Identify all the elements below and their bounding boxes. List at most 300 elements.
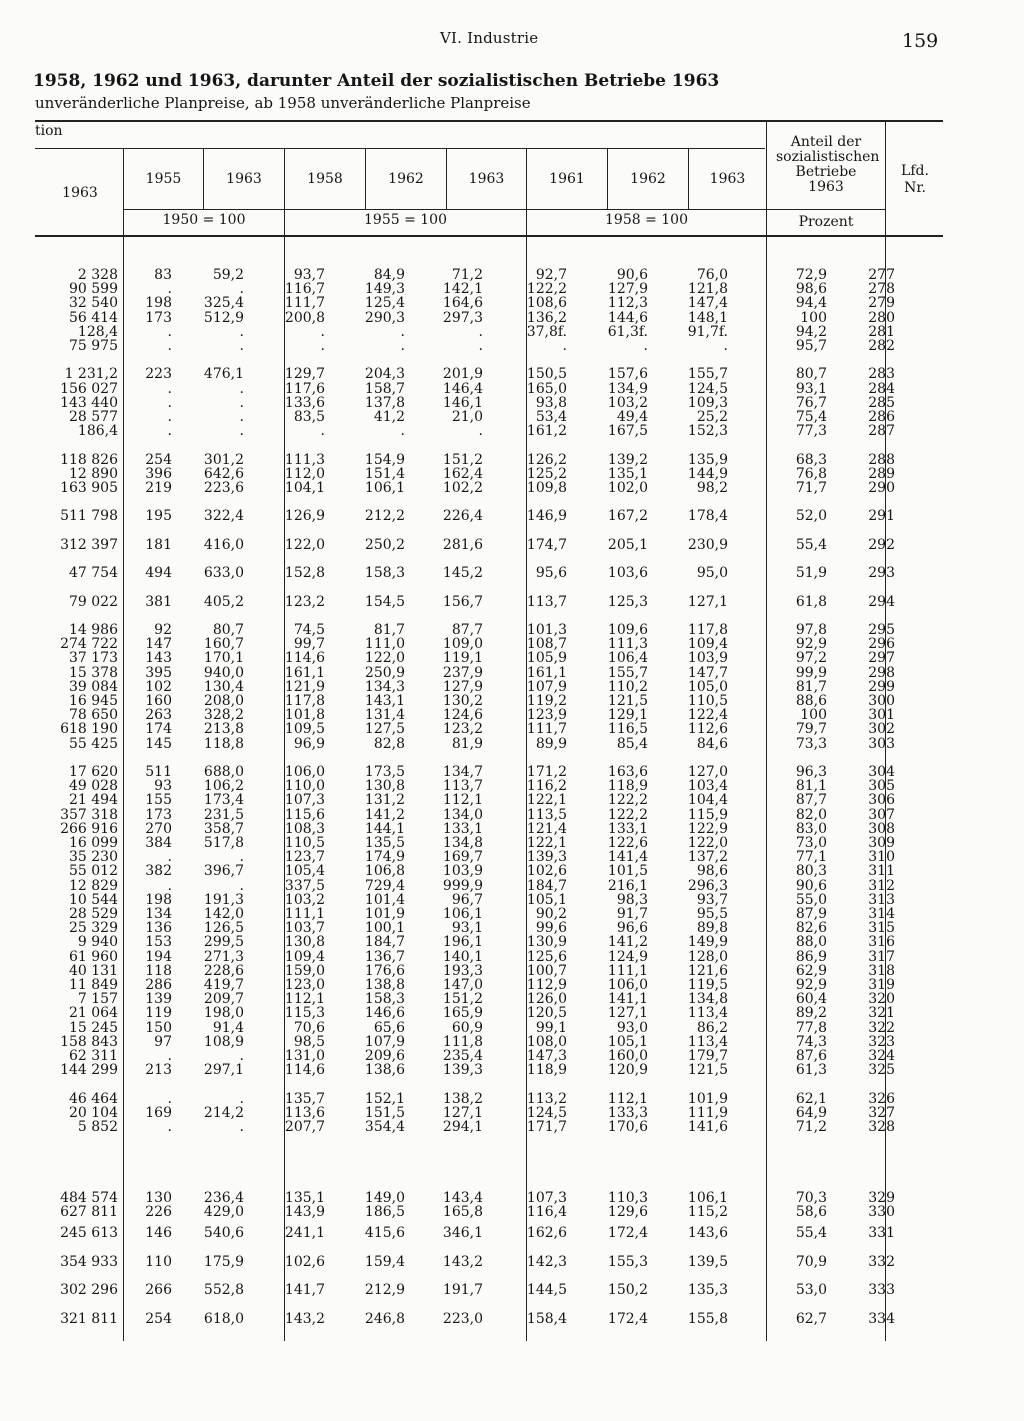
index-1963-base1958-cell: 139,5 xyxy=(687,1253,728,1270)
index-1963-base1958-cell: 296,3 xyxy=(687,877,728,894)
row-number-cell: 319 xyxy=(868,977,895,994)
index-1961-cell: 105,1 xyxy=(526,891,567,908)
index-1963-base1955-cell: 96,7 xyxy=(451,891,483,908)
table-row xyxy=(0,623,1024,637)
row-padding xyxy=(895,367,1024,381)
index-1963-base1958-cell: 147,4 xyxy=(687,295,728,312)
index-1963-base1955-cell: 165,8 xyxy=(442,1204,483,1221)
index-1961-cell: 53,4 xyxy=(535,409,567,426)
index-1962-cell: 101,9 xyxy=(364,906,405,923)
index-1961-cell: 112,9 xyxy=(526,977,567,994)
stub-header: tion xyxy=(35,123,63,139)
index-1963-base1950-cell: 173,4 xyxy=(203,792,244,809)
row-padding xyxy=(895,1276,1024,1304)
index-1963-base1950-cell: 214,2 xyxy=(203,1104,244,1121)
table-row xyxy=(0,893,1024,907)
row-number-cell: 312 xyxy=(868,877,895,894)
index-1963-base1955-cell: 113,7 xyxy=(442,778,483,795)
value-1963-cell: 302 296 xyxy=(60,1282,118,1299)
index-1962-cell: 415,6 xyxy=(364,1225,405,1242)
index-1962-base1958-cell: 118,9 xyxy=(607,778,648,795)
row-padding xyxy=(895,467,1024,481)
row-padding xyxy=(895,509,1024,523)
index-1961-cell: 165,0 xyxy=(526,380,567,397)
index-1963-base1958-cell: 84,6 xyxy=(696,735,728,752)
index-1958-cell: 111,3 xyxy=(284,451,325,468)
socialist-share-cell: 77,3 xyxy=(795,423,827,440)
row-padding xyxy=(895,765,1024,779)
index-1963-base1950-cell: 419,7 xyxy=(203,977,244,994)
index-1961-cell: 130,9 xyxy=(526,934,567,951)
row-padding xyxy=(895,481,1024,495)
index-1958-cell: 161,1 xyxy=(284,664,325,681)
row-padding xyxy=(895,822,1024,836)
index-1958-cell: 123,0 xyxy=(284,977,325,994)
value-1963-cell: 354 933 xyxy=(60,1253,118,1270)
socialist-share-cell: 86,9 xyxy=(795,948,827,965)
socialist-share-cell: 99,9 xyxy=(795,664,827,681)
index-1963-base1955-cell: 60,9 xyxy=(451,1019,483,1036)
index-1962-cell: 41,2 xyxy=(373,409,405,426)
index-1958-cell: 135,1 xyxy=(284,1190,325,1206)
row-number-cell: 325 xyxy=(868,1062,895,1079)
index-1958-cell: 131,0 xyxy=(284,1048,325,1065)
row-padding xyxy=(895,850,1024,864)
row-padding xyxy=(895,793,1024,807)
index-1962-cell: 106,1 xyxy=(364,480,405,497)
table-row xyxy=(0,992,1024,1006)
value-1963-cell: 56 414 xyxy=(69,309,118,326)
index-1963-base1950-cell: 160,7 xyxy=(203,636,244,653)
value-1963-cell: 143 440 xyxy=(60,394,118,411)
index-1958-cell: 83,5 xyxy=(293,409,325,426)
row-number-cell: 326 xyxy=(868,1090,895,1107)
index-1955-cell: 173 xyxy=(145,309,172,326)
year-header: 1958 xyxy=(307,171,343,187)
row-number-cell: 283 xyxy=(868,366,895,383)
row-padding xyxy=(895,396,1024,410)
value-1963-cell: 156 027 xyxy=(60,380,118,397)
row-padding xyxy=(895,935,1024,949)
index-1963-base1958-cell: 89,8 xyxy=(696,920,728,937)
socialist-share-cell: 53,0 xyxy=(795,1282,827,1299)
index-1963-base1950-cell: 126,5 xyxy=(203,920,244,937)
row-number-cell: 287 xyxy=(868,423,895,440)
row-number-cell: 286 xyxy=(868,409,895,426)
index-1962-base1958-cell: 96,6 xyxy=(616,920,648,937)
index-1963-base1958-cell: 178,4 xyxy=(687,508,728,525)
index-1963-base1958-cell: 109,4 xyxy=(687,636,728,653)
index-1963-base1950-cell: 328,2 xyxy=(203,707,244,724)
row-number-cell: 301 xyxy=(868,707,895,724)
row-number-cell: 329 xyxy=(868,1190,895,1206)
index-1963-base1958-cell: 25,2 xyxy=(696,409,728,426)
value-1963-cell: 511 798 xyxy=(60,508,118,525)
row-number-cell: 289 xyxy=(868,465,895,482)
index-1961-cell: 147,3 xyxy=(526,1048,567,1065)
socialist-share-cell: 73,3 xyxy=(795,735,827,752)
value-1963-cell: 618 190 xyxy=(60,721,118,738)
table-row xyxy=(0,1276,1024,1304)
row-number-cell: 300 xyxy=(868,692,895,709)
index-1962-base1958-cell: 155,7 xyxy=(607,664,648,681)
index-1955-cell: 153 xyxy=(145,934,172,951)
index-1962-cell: 354,4 xyxy=(364,1119,405,1136)
value-1963-cell: 5 852 xyxy=(77,1119,118,1136)
table-row xyxy=(0,666,1024,680)
socialist-share-cell: 93,1 xyxy=(795,380,827,397)
page-number: 159 xyxy=(902,30,939,52)
index-1963-base1958-cell: 147,7 xyxy=(687,664,728,681)
index-1961-cell: 105,9 xyxy=(526,650,567,667)
value-1963-cell: 321 811 xyxy=(60,1310,118,1327)
row-number-cell: 332 xyxy=(868,1253,895,1270)
index-1958-cell: 123,2 xyxy=(284,593,325,610)
socialist-share-cell: 90,6 xyxy=(795,877,827,894)
index-1962-cell: 111,0 xyxy=(364,636,405,653)
index-1961-cell: 184,7 xyxy=(526,877,567,894)
index-1963-base1958-cell: 122,9 xyxy=(687,820,728,837)
index-1955-cell: 134 xyxy=(145,906,172,923)
index-1958-cell: 70,6 xyxy=(293,1019,325,1036)
value-1963-cell: 75 975 xyxy=(69,338,118,355)
index-1962-base1958-cell: 170,6 xyxy=(607,1119,648,1136)
index-1963-base1955-cell: 139,3 xyxy=(442,1062,483,1079)
index-1962-cell: . xyxy=(400,323,405,340)
index-1963-base1958-cell: 121,6 xyxy=(687,962,728,979)
index-1962-cell: 204,3 xyxy=(364,366,405,383)
index-1961-cell: 108,7 xyxy=(526,636,567,653)
row-number-cell: 299 xyxy=(868,678,895,695)
index-1961-cell: 113,7 xyxy=(526,593,567,610)
table-row xyxy=(0,921,1024,935)
index-1963-base1958-cell: 230,9 xyxy=(687,536,728,553)
row-padding xyxy=(895,424,1024,438)
row-number-cell: 307 xyxy=(868,806,895,823)
socialist-share-cell: 58,6 xyxy=(795,1204,827,1221)
row-number-cell: 314 xyxy=(868,906,895,923)
value-1963-cell: 79 022 xyxy=(69,593,118,610)
index-1962-cell: 137,8 xyxy=(364,394,405,411)
index-1961-cell: 122,1 xyxy=(526,835,567,851)
index-1962-base1958-cell: 122,6 xyxy=(607,835,648,851)
index-1962-cell: 176,6 xyxy=(364,962,405,979)
index-1963-base1950-cell: . xyxy=(239,1090,244,1107)
value-1963-cell: 90 599 xyxy=(69,281,118,298)
index-1955-cell: 102 xyxy=(145,678,172,695)
table-row xyxy=(0,1092,1024,1106)
index-1962-cell: 158,3 xyxy=(364,565,405,582)
table-row xyxy=(0,879,1024,893)
row-padding xyxy=(895,538,1024,552)
value-1963-cell: 21 064 xyxy=(69,1005,118,1022)
index-1958-cell: 133,6 xyxy=(284,394,325,411)
row-number-cell: 316 xyxy=(868,934,895,951)
table-row xyxy=(0,509,1024,523)
table-row xyxy=(0,467,1024,481)
row-padding xyxy=(895,1120,1024,1134)
index-1963-base1958-cell: 155,8 xyxy=(687,1310,728,1327)
index-1962-base1958-cell: 105,1 xyxy=(607,1033,648,1050)
socialist-share-cell: 88,6 xyxy=(795,692,827,709)
index-1962-base1958-cell: 172,4 xyxy=(607,1225,648,1242)
index-1963-base1955-cell: 109,0 xyxy=(442,636,483,653)
row-number-cell: 330 xyxy=(868,1204,895,1221)
index-1962-base1958-cell: 134,9 xyxy=(607,380,648,397)
index-1955-cell: . xyxy=(167,409,172,426)
row-padding xyxy=(895,1305,1024,1333)
index-1961-cell: . xyxy=(562,338,567,355)
value-1963-cell: 61 960 xyxy=(69,948,118,965)
row-number-cell: 288 xyxy=(868,451,895,468)
index-1963-base1955-cell: 123,2 xyxy=(442,721,483,738)
index-1963-base1955-cell: . xyxy=(478,338,483,355)
row-spacer xyxy=(0,1077,1024,1091)
index-1962-base1958-cell: 111,1 xyxy=(607,962,648,979)
index-1963-base1955-cell: 134,0 xyxy=(442,806,483,823)
index-1963-base1958-cell: 121,8 xyxy=(687,281,728,298)
index-1963-base1955-cell: 93,1 xyxy=(451,920,483,937)
index-1963-base1950-cell: . xyxy=(239,1048,244,1065)
socialist-share-cell: 82,0 xyxy=(795,806,827,823)
index-1963-base1955-cell: 147,0 xyxy=(442,977,483,994)
index-1963-base1950-cell: 108,9 xyxy=(203,1033,244,1050)
index-1963-base1950-cell: 416,0 xyxy=(203,536,244,553)
index-1962-cell: 101,4 xyxy=(364,891,405,908)
socialist-share-cell: 92,9 xyxy=(795,636,827,653)
index-1963-base1955-cell: 193,3 xyxy=(442,962,483,979)
value-1963-cell: 1 231,2 xyxy=(64,366,118,383)
index-1955-cell: 198 xyxy=(145,295,172,312)
row-number-cell: 321 xyxy=(868,1005,895,1022)
table-row xyxy=(0,481,1024,495)
table-row xyxy=(0,808,1024,822)
index-1961-cell: 107,9 xyxy=(526,678,567,695)
index-1958-cell: 110,0 xyxy=(284,778,325,795)
row-number-cell: 278 xyxy=(868,281,895,298)
index-1955-cell: 382 xyxy=(145,863,172,880)
index-1958-cell: 135,7 xyxy=(284,1090,325,1107)
row-padding xyxy=(895,864,1024,878)
table-row xyxy=(0,680,1024,694)
index-1962-cell: 154,9 xyxy=(364,451,405,468)
row-padding xyxy=(895,836,1024,850)
row-number-cell: 311 xyxy=(868,863,895,880)
index-1961-cell: 121,4 xyxy=(526,820,567,837)
index-1963-base1958-cell: 101,9 xyxy=(687,1090,728,1107)
index-1962-base1958-cell: 98,3 xyxy=(616,891,648,908)
index-1963-base1955-cell: 201,9 xyxy=(442,366,483,383)
index-1963-base1950-cell: 170,1 xyxy=(203,650,244,667)
value-1963-cell: 17 620 xyxy=(69,763,118,780)
row-number-cell: 292 xyxy=(868,536,895,553)
index-1963-base1958-cell: 106,1 xyxy=(687,1190,728,1206)
index-1962-cell: 107,9 xyxy=(364,1033,405,1050)
table-row xyxy=(0,396,1024,410)
index-1963-base1950-cell: 405,2 xyxy=(203,593,244,610)
index-1961-cell: 122,1 xyxy=(526,792,567,809)
index-1963-base1950-cell: 231,5 xyxy=(203,806,244,823)
index-1963-base1958-cell: 93,7 xyxy=(696,891,728,908)
table-row xyxy=(0,978,1024,992)
index-1963-base1950-cell: 301,2 xyxy=(203,451,244,468)
socialist-share-cell: 97,2 xyxy=(795,650,827,667)
index-1963-base1955-cell: 146,1 xyxy=(442,394,483,411)
table-row xyxy=(0,296,1024,310)
index-1955-cell: 195 xyxy=(145,508,172,525)
index-1961-cell: 92,7 xyxy=(535,267,567,283)
socialist-share-cell: 62,7 xyxy=(795,1310,827,1327)
row-number-cell: 313 xyxy=(868,891,895,908)
value-1963-cell: 11 849 xyxy=(69,977,118,994)
index-1955-cell: 147 xyxy=(145,636,172,653)
index-1962-base1958-cell: 129,1 xyxy=(607,707,648,724)
socialist-share-cell: 95,7 xyxy=(795,338,827,355)
index-1961-cell: 125,2 xyxy=(526,465,567,482)
index-1958-cell: 74,5 xyxy=(293,621,325,638)
index-1963-base1958-cell: 103,4 xyxy=(687,778,728,795)
socialist-share-cell: 64,9 xyxy=(795,1104,827,1121)
index-1963-base1958-cell: 104,4 xyxy=(687,792,728,809)
index-1962-base1958-cell: 103,6 xyxy=(607,565,648,582)
index-1963-base1958-cell: 113,4 xyxy=(687,1033,728,1050)
value-1963-cell: 15 378 xyxy=(69,664,118,681)
row-spacer xyxy=(0,751,1024,765)
row-number-cell: 281 xyxy=(868,323,895,340)
table-row xyxy=(0,708,1024,722)
socialist-share-cell: 94,2 xyxy=(795,323,827,340)
index-1963-base1955-cell: 151,2 xyxy=(442,451,483,468)
value-1963-cell: 128,4 xyxy=(77,323,118,340)
index-1961-cell: 161,2 xyxy=(526,423,567,440)
index-1955-cell: . xyxy=(167,877,172,894)
index-1958-cell: 110,5 xyxy=(284,835,325,851)
value-1963-cell: 7 157 xyxy=(77,991,118,1008)
index-1955-cell: 139 xyxy=(145,991,172,1008)
row-padding xyxy=(895,666,1024,680)
index-1962-base1958-cell: 91,7 xyxy=(616,906,648,923)
index-1961-cell: 124,5 xyxy=(526,1104,567,1121)
index-1963-base1958-cell: 148,1 xyxy=(687,309,728,326)
table-row xyxy=(0,722,1024,736)
index-1961-cell: 37,8f. xyxy=(526,323,567,340)
row-padding xyxy=(895,737,1024,751)
socialist-share-cell: 71,2 xyxy=(795,1119,827,1136)
index-1955-cell: 266 xyxy=(145,1282,172,1299)
index-1962-base1958-cell: 112,3 xyxy=(607,295,648,312)
socialist-share-cell: 94,4 xyxy=(795,295,827,312)
socialist-share-cell: 62,9 xyxy=(795,962,827,979)
index-1962-cell: 138,8 xyxy=(364,977,405,994)
index-1961-cell: 150,5 xyxy=(526,366,567,383)
index-1962-cell: 131,4 xyxy=(364,707,405,724)
socialist-share-cell: 97,8 xyxy=(795,621,827,638)
index-1963-base1958-cell: 86,2 xyxy=(696,1019,728,1036)
table-row xyxy=(0,1219,1024,1247)
row-padding xyxy=(895,978,1024,992)
index-1955-cell: 174 xyxy=(145,721,172,738)
row-spacer xyxy=(0,609,1024,623)
index-1955-cell: . xyxy=(167,394,172,411)
index-1962-cell: 158,3 xyxy=(364,991,405,1008)
base-label: Prozent xyxy=(798,214,854,230)
index-1963-base1955-cell: 127,1 xyxy=(442,1104,483,1121)
index-1962-base1958-cell: 90,6 xyxy=(616,267,648,283)
index-1958-cell: 130,8 xyxy=(284,934,325,951)
index-1963-base1950-cell: 618,0 xyxy=(203,1310,244,1327)
index-1963-base1950-cell: 208,0 xyxy=(203,692,244,709)
index-1958-cell: 98,5 xyxy=(293,1033,325,1050)
row-padding xyxy=(895,325,1024,339)
index-1963-base1950-cell: 118,8 xyxy=(203,735,244,752)
index-1963-base1955-cell: 140,1 xyxy=(442,948,483,965)
index-1961-cell: 122,2 xyxy=(526,281,567,298)
index-1963-base1958-cell: 105,0 xyxy=(687,678,728,695)
index-1963-base1950-cell: 271,3 xyxy=(203,948,244,965)
table-row xyxy=(0,935,1024,949)
index-1962-base1958-cell: . xyxy=(643,338,648,355)
index-1963-base1950-cell: 517,8 xyxy=(203,835,244,851)
index-1963-base1958-cell: 113,4 xyxy=(687,1005,728,1022)
socialist-share-cell: 87,9 xyxy=(795,906,827,923)
index-1958-cell: 129,7 xyxy=(284,366,325,383)
index-1963-base1958-cell: 137,2 xyxy=(687,849,728,866)
index-1961-cell: 136,2 xyxy=(526,309,567,326)
row-spacer xyxy=(0,495,1024,509)
value-1963-cell: 186,4 xyxy=(77,423,118,440)
index-1962-cell: 136,7 xyxy=(364,948,405,965)
table-row xyxy=(0,1248,1024,1276)
index-1955-cell: . xyxy=(167,1048,172,1065)
row-padding xyxy=(895,921,1024,935)
table-row xyxy=(0,850,1024,864)
row-padding xyxy=(895,879,1024,893)
index-1962-base1958-cell: 160,0 xyxy=(607,1048,648,1065)
index-1958-cell: 126,9 xyxy=(284,508,325,525)
socialist-share-cell: 82,6 xyxy=(795,920,827,937)
index-1955-cell: . xyxy=(167,849,172,866)
socialist-share-cell: 81,7 xyxy=(795,678,827,695)
index-1963-base1958-cell: 119,5 xyxy=(687,977,728,994)
index-1962-base1958-cell: 93,0 xyxy=(616,1019,648,1036)
index-1963-base1950-cell: 476,1 xyxy=(203,366,244,383)
index-1961-cell: 116,4 xyxy=(526,1204,567,1221)
index-1955-cell: 223 xyxy=(145,366,172,383)
index-1963-base1950-cell: 106,2 xyxy=(203,778,244,795)
index-1963-base1958-cell: 95,5 xyxy=(696,906,728,923)
page-title: 1958, 1962 und 1963, darunter Anteil der sozialistischen Betriebe 1963 xyxy=(33,71,720,91)
index-1962-cell: 154,5 xyxy=(364,593,405,610)
index-1963-base1958-cell: 115,9 xyxy=(687,806,728,823)
index-1962-base1958-cell: 127,1 xyxy=(607,1005,648,1022)
index-1963-base1958-cell: 121,5 xyxy=(687,1062,728,1079)
row-number-cell: 279 xyxy=(868,295,895,312)
index-1955-cell: 160 xyxy=(145,692,172,709)
index-1963-base1958-cell: 135,3 xyxy=(687,1282,728,1299)
index-1963-base1958-cell: 110,5 xyxy=(687,692,728,709)
index-1963-base1955-cell: 164,6 xyxy=(442,295,483,312)
row-padding xyxy=(895,1035,1024,1049)
index-1962-base1958-cell: 116,5 xyxy=(607,721,648,738)
year-header: 1963 xyxy=(468,171,505,187)
header-bottom-rule xyxy=(35,235,943,237)
index-1962-cell: 151,4 xyxy=(364,465,405,482)
index-1963-base1958-cell: 95,0 xyxy=(696,565,728,582)
value-1963-cell: 266 916 xyxy=(60,820,118,837)
index-1962-base1958-cell: 216,1 xyxy=(607,877,648,894)
index-1955-cell: 130 xyxy=(145,1190,172,1206)
index-1962-cell: . xyxy=(400,423,405,440)
